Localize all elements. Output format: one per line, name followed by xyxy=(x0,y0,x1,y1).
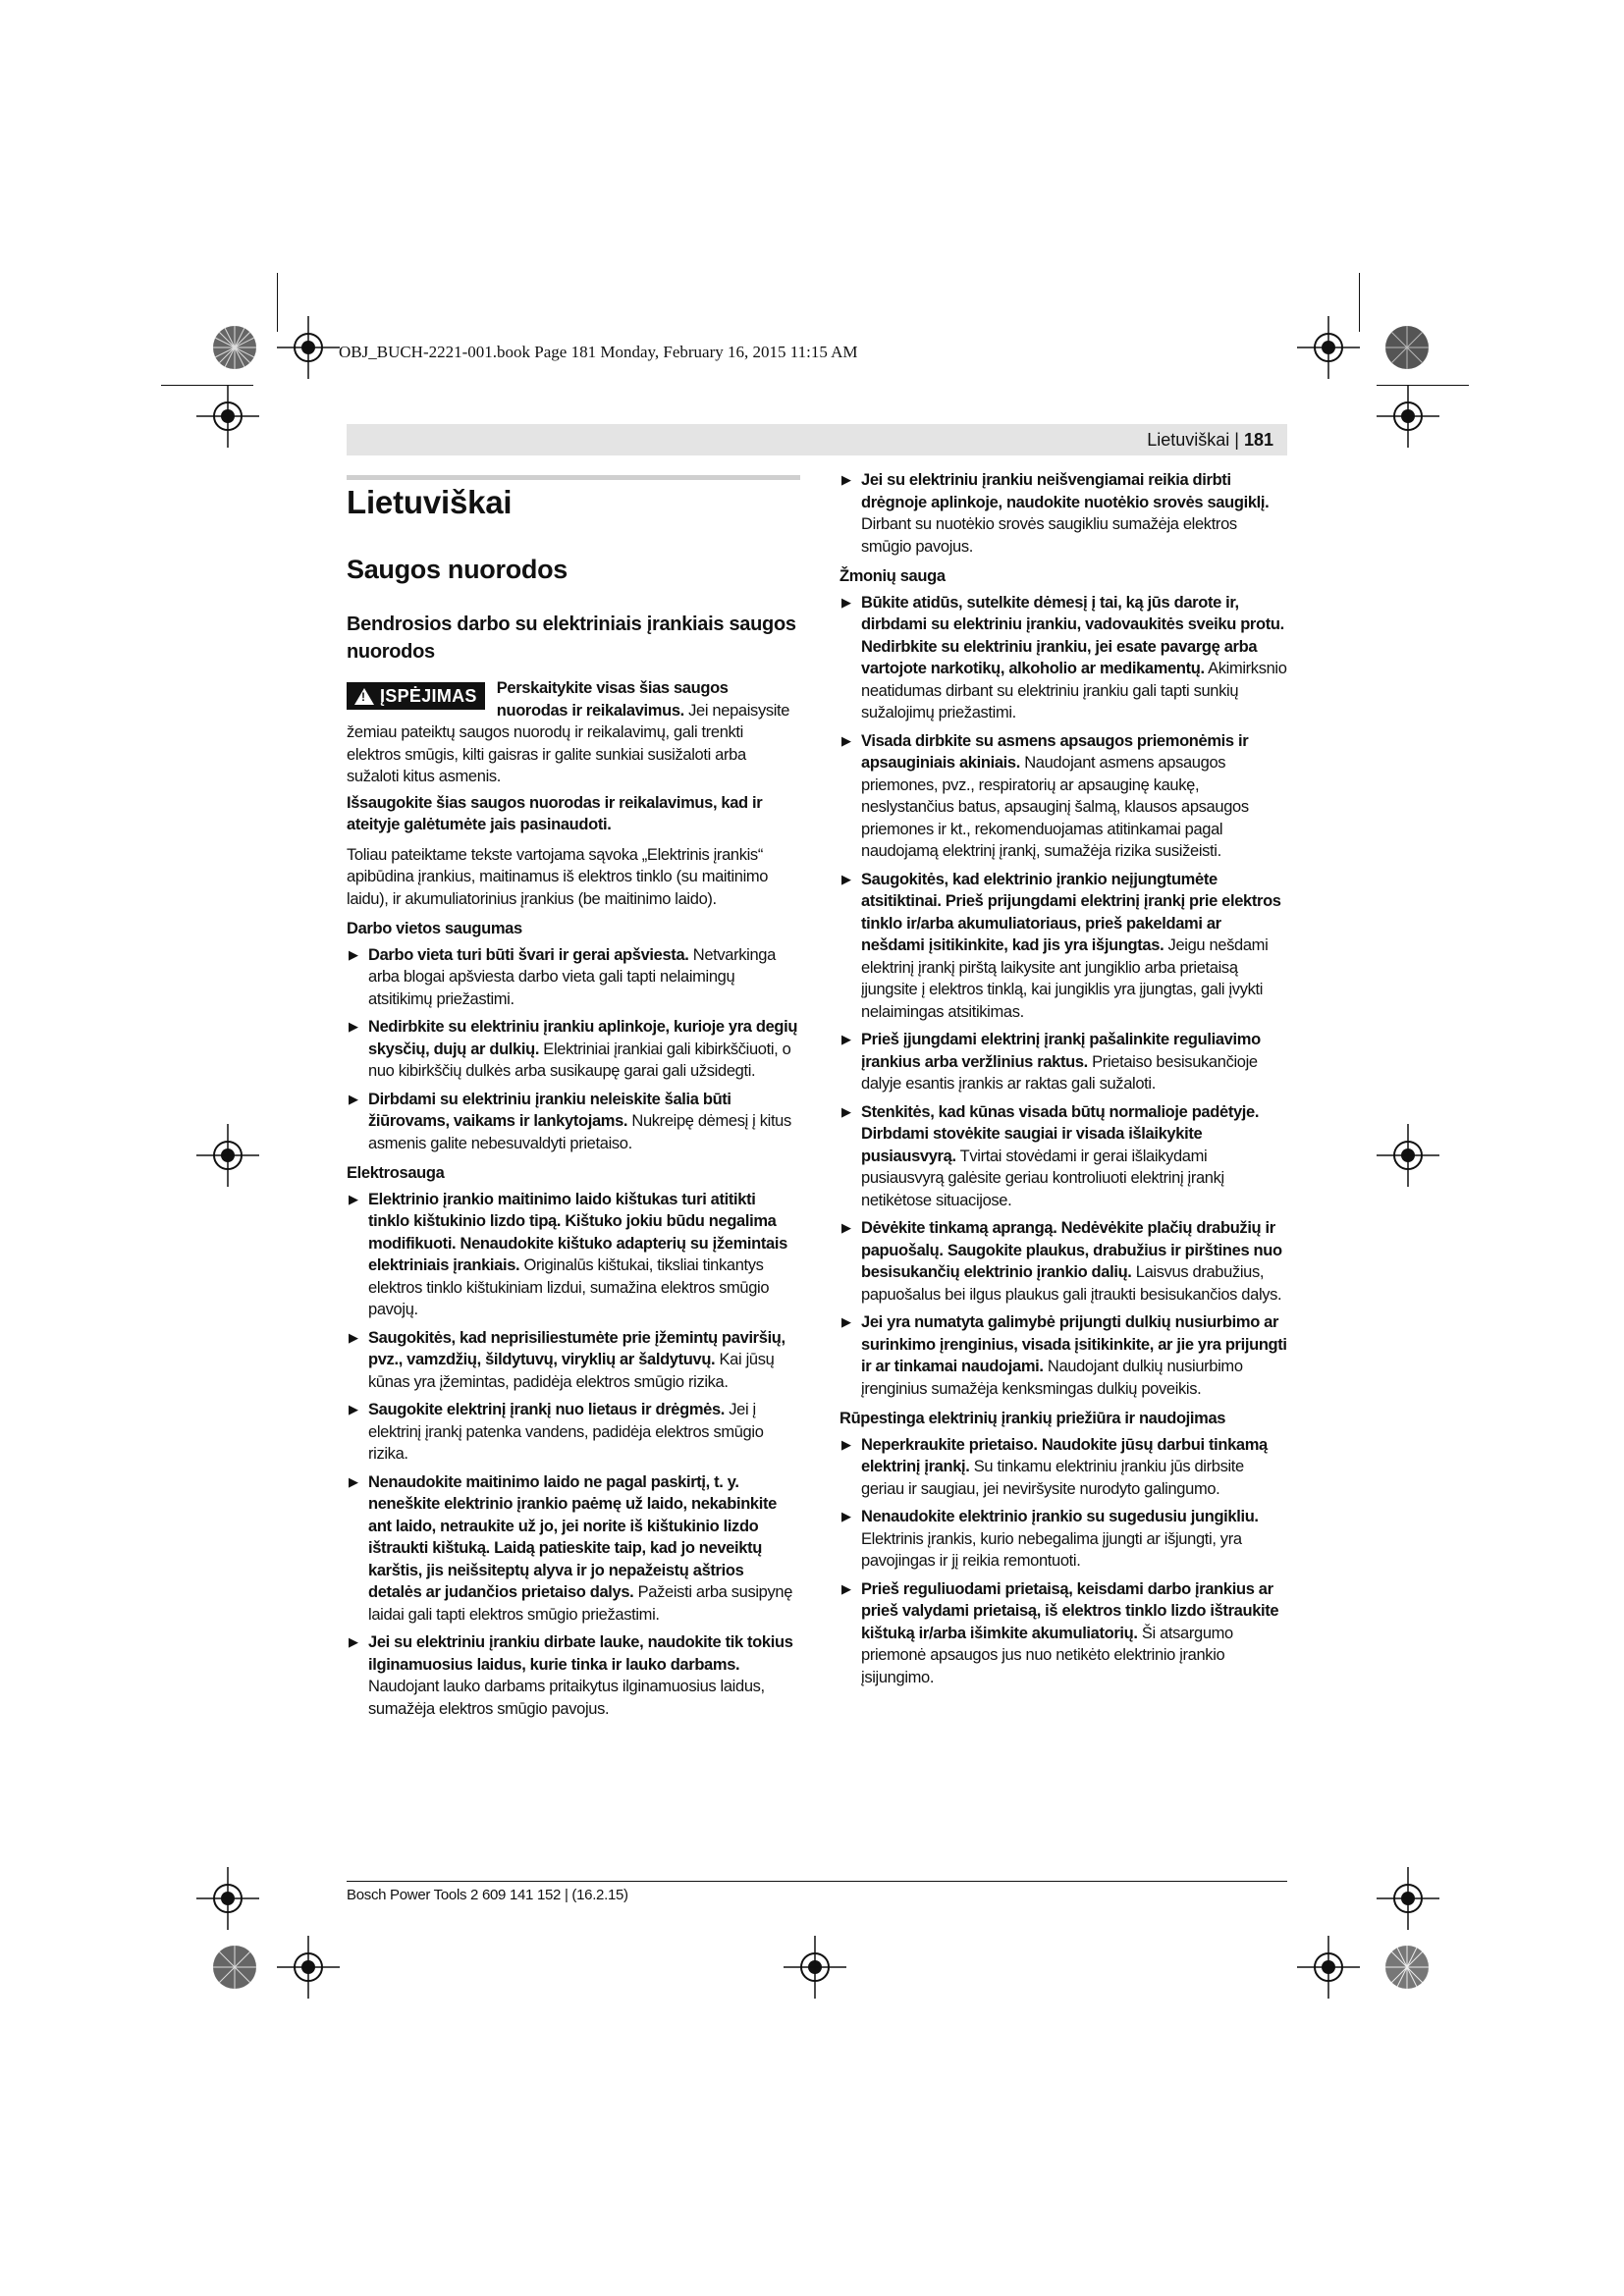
bullet-arrow-icon: ▶ xyxy=(841,1509,851,1523)
bullet-arrow-icon: ▶ xyxy=(841,472,851,487)
bullet-arrow-icon: ▶ xyxy=(349,1634,358,1649)
item-bold: Prieš įjungdami elektrinį įrankį pašalinkite reguliavimo įrankius arba veržlinius raktus. xyxy=(861,1031,1261,1071)
item-bold: Nenaudokite maitinimo laido ne pagal paskirtį, t. y. neneškite elektrinio įrankio paėmę už laido, nekabinkite ant laido, netraukite už jo, jei norite iš kištukinio lizdo ištraukti kištuką. Laidą patieskite taip, kad jo neveiktų karštis, jis neišsiteptų alyva ir jo nepažeistų aštrios detalės ar judančios prietaiso dalys. xyxy=(368,1472,777,1601)
list-item xyxy=(839,869,1287,1024)
right-column xyxy=(839,469,1287,1696)
definition-paragraph: Toliau pateiktame tekste vartojama sąvoka „Elektrinis įrankis“ apibūdina įrankius, maitinamus iš elektros tinklo (su maitinimo laidu), ir akumuliatorinius įrankius (be maitinimo laido). xyxy=(347,845,769,908)
item-bold: Stenkitės, kad kūnas visada būtų normalioje padėtyje. Dirbdami stovėkite saugiai ir visada išlaikykite pusiausvyrą. xyxy=(861,1102,1260,1165)
item-text: Su tinkamu elektriniu įrankiu jūs dirbsite geriau ir saugiau, jei neviršysite nurodyto galingumo. xyxy=(861,1458,1244,1498)
item-bold: Jei yra numatyta galimybė prijungti dulkių nusiurbimo ar surinkimo įrenginius, visada įsitikinkite, ar jie yra prijungti ir ar tinkamai naudojami. xyxy=(861,1313,1287,1375)
crop-line xyxy=(1359,273,1360,332)
list-item xyxy=(839,1311,1287,1400)
item-bold: Darbo vieta turi būti švari ir gerai apšviesta. xyxy=(368,945,689,964)
color-dial-bottom-right xyxy=(1383,1944,1431,1991)
bullet-arrow-icon: ▶ xyxy=(349,1191,358,1206)
list-item xyxy=(839,1578,1287,1689)
list-item xyxy=(839,469,1287,558)
crop-line xyxy=(277,273,278,332)
bullet-arrow-icon: ▶ xyxy=(841,1314,851,1329)
item-bold: Nedirbkite su elektriniu įrankiu aplinkoje, kurioje yra degių skysčių, dujų ar dulkių. xyxy=(368,1018,798,1058)
item-text: Naudojant dulkių nusiurbimo įrenginius sumažėja kenksmingas dulkių poveikis. xyxy=(861,1358,1243,1398)
item-bold: Prieš reguliuodami prietaisą, keisdami darbo įrankius ar prieš valydami prietaisą, iš elektros tinklo lizdo ištraukite kištuką ir/arba išimkite akumuliatorių. xyxy=(861,1579,1279,1642)
workplace-list xyxy=(347,944,800,1155)
keep-notice: Išsaugokite šias saugos nuorodas ir reikalavimus, kad ir ateityje galėtumėte jais pasinaudoti. xyxy=(347,793,763,833)
color-dial-top-left xyxy=(211,324,258,371)
list-item xyxy=(347,1016,800,1083)
list-item xyxy=(347,1327,800,1394)
intro-list xyxy=(839,469,1287,558)
list-item xyxy=(839,1434,1287,1501)
list-item xyxy=(839,1029,1287,1095)
bullet-arrow-icon: ▶ xyxy=(841,1032,851,1046)
bullet-arrow-icon: ▶ xyxy=(349,1019,358,1034)
item-text: Elektriniai įrankiai gali kibirkščiuoti, o nuo kibirkščių dulkės arba susikaupę garai gali užsidegti. xyxy=(368,1040,791,1080)
heading-electrical: Elektrosauga xyxy=(347,1164,445,1182)
heading-care: Rūpestinga elektrinių įrankių priežiūra ir naudojimas xyxy=(839,1410,1226,1427)
bullet-arrow-icon: ▶ xyxy=(841,594,851,610)
warning-label: ĮSPĖJIMAS xyxy=(380,686,477,706)
item-text: Jeigu nešdami elektrinį įrankį pirštą laikysite ant jungiklio arba prietaisą įjungsite į elektros tinklą, kai jungiklis yra įjungtas, gali įvykti nelaimingas atsitikimas. xyxy=(861,936,1269,1021)
warning-block xyxy=(347,677,800,788)
left-column xyxy=(347,477,800,1728)
registration-mark xyxy=(196,385,259,448)
personal-list xyxy=(839,592,1287,1401)
bullet-arrow-icon: ▶ xyxy=(349,1329,358,1345)
section-title: Saugos nuorodos xyxy=(347,555,568,584)
item-bold: Saugokitės, kad neprisiliestumėte prie įžemintų paviršių, pvz., vamzdžių, šildytuvų, viryklių ar šaldytuvų. xyxy=(368,1328,785,1368)
item-bold: Neperkraukite prietaiso. Naudokite jūsų darbui tinkamą elektrinį įrankį. xyxy=(861,1435,1268,1475)
item-text: Kai jūsų kūnas yra įžemintas, padidėja elektros smūgio rizika. xyxy=(368,1351,775,1391)
page-title: Lietuviškai xyxy=(347,484,513,520)
list-item xyxy=(839,730,1287,863)
heading-personal: Žmonių sauga xyxy=(839,567,946,585)
bullet-arrow-icon: ▶ xyxy=(349,1473,358,1489)
item-text: Nukreipę dėmesį į kitus asmenis galite nebesuvaldyti prietaiso. xyxy=(368,1112,791,1152)
bullet-arrow-icon: ▶ xyxy=(841,1580,851,1596)
item-text: Elektrinis įrankis, kurio nebegalima įjungti ar išjungti, yra pavojingas ir jį reikia remontuoti. xyxy=(861,1529,1242,1570)
item-text: Prietaiso besisukančioje dalyje esantis įrankis ar raktas gali sužaloti. xyxy=(861,1052,1258,1093)
registration-mark xyxy=(277,1936,340,1999)
item-bold: Dėvėkite tinkamą aprangą. Nedėvėkite plačių drabužių ir papuošalų. Saugokite plaukus, drabužius ir pirštines nuo besisukančių elektrinio įrankio dalių. xyxy=(861,1219,1282,1281)
bullet-arrow-icon: ▶ xyxy=(349,1402,358,1416)
registration-mark xyxy=(1297,1936,1360,1999)
bullet-arrow-icon: ▶ xyxy=(841,1220,851,1235)
item-bold: Saugokite elektrinį įrankį nuo lietaus ir drėgmės. xyxy=(368,1401,726,1418)
item-bold: Nenaudokite elektrinio įrankio su sugedusiu jungikliu. xyxy=(861,1508,1259,1525)
item-text: Originalūs kištukai, tiksliai tinkantys elektros tinklo kištukiniam lizdui, sumažina elektros smūgio pavojų. xyxy=(368,1256,770,1318)
subsection-title: Bendrosios darbo su elektriniais įrankiais saugos nuorodos xyxy=(347,614,796,663)
page-header xyxy=(347,424,1287,455)
item-text: Pažeisti arba susipynę laidai gali tapti elektros smūgio priežastimi. xyxy=(368,1583,793,1624)
registration-mark xyxy=(1377,1867,1439,1930)
list-item xyxy=(839,1506,1287,1573)
item-text: Netvarkinga arba blogai apšviesta darbo vieta gali tapti nelaimingų atsitikimų priežastimi. xyxy=(368,945,776,1008)
registration-mark xyxy=(784,1936,846,1999)
electrical-list xyxy=(347,1189,800,1721)
list-item xyxy=(839,1217,1287,1306)
header-language: Lietuviškai xyxy=(1147,430,1230,450)
heading-workplace: Darbo vietos saugumas xyxy=(347,920,522,937)
item-text: Laisvus drabužius, papuošalus bei ilgus plaukus gali įtraukti besisukančios dalys. xyxy=(861,1263,1282,1304)
list-item xyxy=(347,944,800,1011)
registration-mark xyxy=(1297,316,1360,379)
item-bold: Visada dirbkite su asmens apsaugos priemonėmis ir apsauginiais akiniais. xyxy=(861,731,1249,772)
warning-body: Jei nepaisysite žemiau pateiktų saugos nuorodų ir reikalavimų, gali trenkti elektros smūgis, kilti gaisras ir galite sunkiai susižaloti arba sužaloti kitus asmenis. xyxy=(347,701,790,785)
bullet-arrow-icon: ▶ xyxy=(349,946,358,962)
bullet-arrow-icon: ▶ xyxy=(349,1091,358,1106)
item-bold: Jei su elektriniu įrankiu dirbate lauke, naudokite tik tokius ilginamuosius laidus, kurie tinka ir lauko darbams. xyxy=(368,1633,793,1674)
item-text: Jei į elektrinį įrankį patenka vandens, padidėja elektros smūgio rizika. xyxy=(368,1401,764,1463)
footer-rule xyxy=(347,1881,1287,1882)
list-item xyxy=(347,1189,800,1321)
item-text: Naudojant lauko darbams pritaikytus ilginamuosius laidus, sumažėja elektros smūgio pavojus. xyxy=(368,1678,765,1718)
list-item xyxy=(839,1101,1287,1212)
item-text: Ši atsargumo priemonė apsaugos jus nuo netikėto elektrinio įrankio įsijungimo. xyxy=(861,1624,1233,1686)
item-text: Naudojant asmens apsaugos priemones, pvz., respiratorių ar apsauginę kaukę, neslystančius batus, apsauginį šalmą, klausos apsaugos priemones ir kt., rekomenduojamas atitinkamai pagal naudojamą elektrinį įrankį, sumažėja rizika susižeisti. xyxy=(861,754,1249,860)
page-footer: Bosch Power Tools 2 609 141 152 | (16.2.15) xyxy=(347,1887,628,1903)
registration-mark xyxy=(1377,1124,1439,1187)
list-item xyxy=(347,1089,800,1155)
color-dial-top-right xyxy=(1383,324,1431,371)
registration-mark xyxy=(1377,385,1439,448)
list-item xyxy=(347,1631,800,1720)
registration-mark xyxy=(277,316,340,379)
item-text: Dirbant su nuotėkio srovės saugikliu sumažėja elektros smūgio pavojus. xyxy=(861,515,1237,556)
list-item xyxy=(347,1471,800,1627)
bullet-arrow-icon: ▶ xyxy=(841,1103,851,1119)
warning-icon: ! xyxy=(354,688,374,705)
bullet-arrow-icon: ▶ xyxy=(841,732,851,748)
item-bold: Saugokitės, kad elektrinio įrankio neįjungtumėte atsitiktinai. Prieš prijungdami elektrinį įrankį prie elektros tinklo ir/arba akumuliatoriaus, prieš pakeldami ar nešdami įsitikinkite, kad jis yra išjungtas. xyxy=(861,870,1281,954)
item-bold: Jei su elektriniu įrankiu neišvengiamai reikia dirbti drėgnoje aplinkoje, naudokite nuotėkio srovės saugiklį. xyxy=(861,471,1270,511)
bullet-arrow-icon: ▶ xyxy=(841,871,851,886)
warning-bold: Perskaitykite visas šias saugos nuorodas ir reikalavimus. xyxy=(496,679,729,720)
item-text: Akimirksnio neatidumas dirbant su elektriniu įrankiu gali tapti sunkių sužalojimų priežastimi. xyxy=(861,660,1287,721)
item-bold: Būkite atidūs, sutelkite dėmesį į tai, ką jūs darote ir, dirbdami su elektriniu įrankiu, vadovaukitės sveiku protu. Nedirbkite su elektriniu įrankiu, jei esate pavargę arba vartojote narkotikų, alkoholio ar medikamentų. xyxy=(861,593,1284,677)
color-dial-bottom-left xyxy=(211,1944,258,1991)
item-bold: Elektrinio įrankio maitinimo laido kištukas turi atitikti tinklo kištukinio lizdo tipą. Kištuko jokiu būdu negalima modifikuoti. Nenaudokite kištuko adapterių su įžemintais elektriniais įrankiais. xyxy=(368,1190,787,1274)
warning-badge xyxy=(347,682,485,710)
item-bold: Dirbdami su elektriniu įrankiu neleiskite šalia būti žiūrovams, vaikams ir lankytojams. xyxy=(368,1090,731,1130)
item-text: Tvirtai stovėdami ir gerai išlaikydami pusiausvyrą galėsite geriau kontroliuoti elektrinį įrankį netikėtose situacijose. xyxy=(861,1147,1224,1209)
list-item xyxy=(839,592,1287,724)
care-list xyxy=(839,1434,1287,1689)
header-text xyxy=(1147,430,1273,451)
page-number: 181 xyxy=(1243,430,1273,450)
header-separator: | xyxy=(1234,430,1239,450)
bullet-arrow-icon: ▶ xyxy=(841,1436,851,1452)
registration-mark xyxy=(196,1867,259,1930)
registration-mark xyxy=(196,1124,259,1187)
print-info: OBJ_BUCH-2221-001.book Page 181 Monday, February 16, 2015 11:15 AM xyxy=(339,343,858,361)
list-item xyxy=(347,1399,800,1466)
